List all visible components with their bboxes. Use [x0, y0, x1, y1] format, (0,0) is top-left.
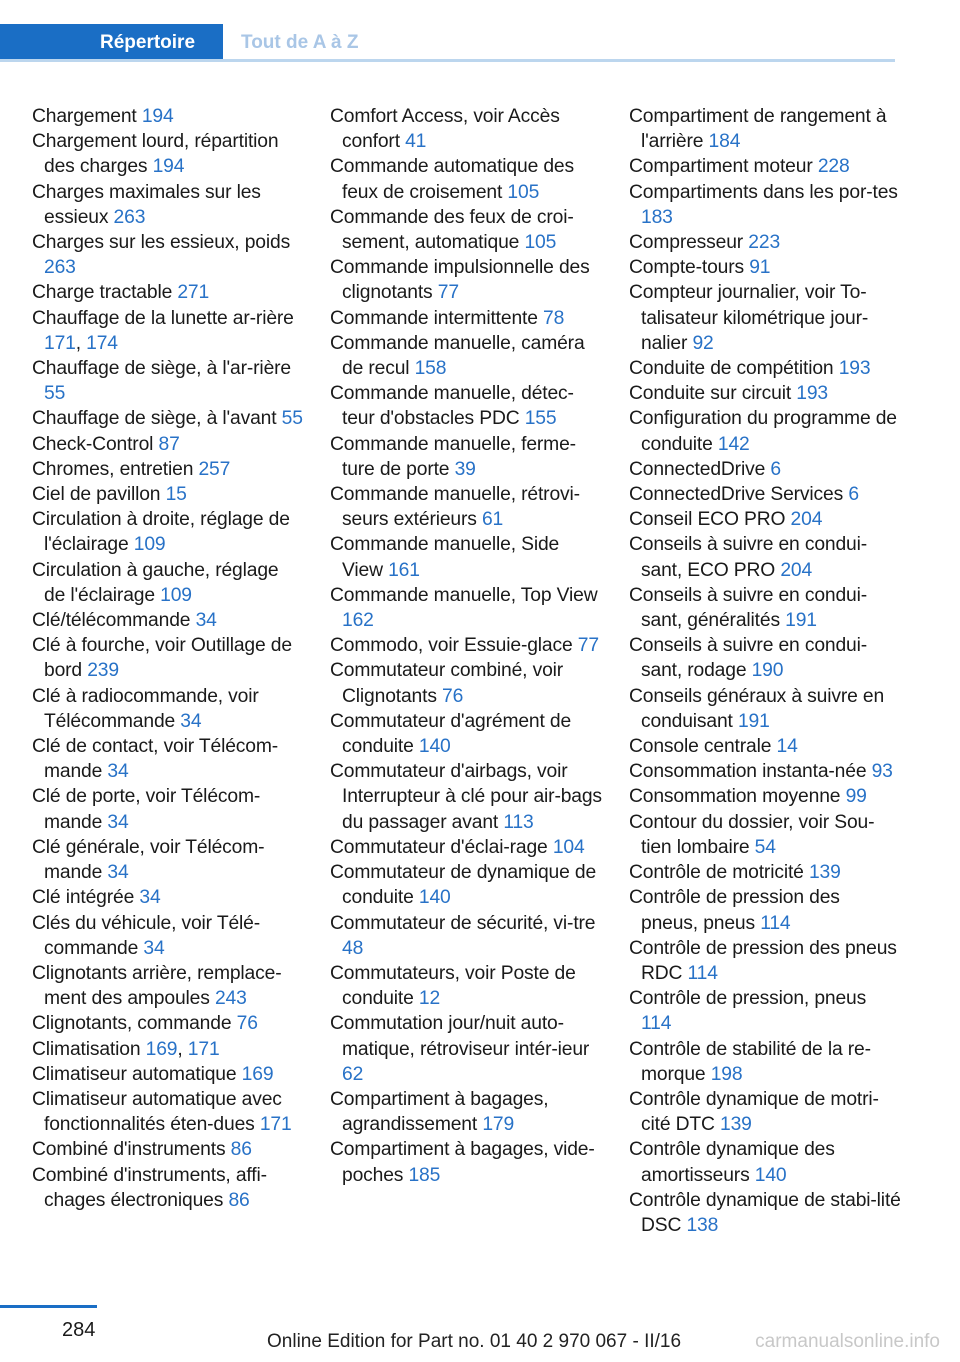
- page-link[interactable]: 86: [228, 1189, 250, 1211]
- page-link[interactable]: 174: [86, 332, 118, 354]
- index-term: Comfort Access, voir Accès confort: [330, 106, 560, 153]
- page-link[interactable]: 198: [710, 1063, 743, 1085]
- page-link[interactable]: 6: [848, 484, 859, 506]
- index-entry: [32, 406, 304, 431]
- index-entry: [629, 507, 901, 532]
- index-term: Commande intermittente: [330, 307, 544, 329]
- index-term: Chauffage de siège, à l'avant: [32, 408, 282, 430]
- index-entry: [330, 860, 602, 910]
- index-entry: [330, 331, 602, 381]
- page-link[interactable]: 48: [342, 937, 364, 959]
- page-link[interactable]: 77: [437, 282, 459, 304]
- page-link[interactable]: 162: [342, 610, 374, 632]
- index-term: Commutateurs, voir Poste de conduite: [330, 962, 576, 1010]
- index-term: Consommation instanta‐née: [629, 761, 872, 783]
- index-term: Commande automatique des feux de croisement: [330, 156, 574, 203]
- page-link[interactable]: 34: [139, 887, 161, 909]
- page-link[interactable]: 263: [44, 257, 76, 279]
- index-entry: [32, 633, 304, 683]
- index-term: Clé intégrée: [32, 887, 140, 909]
- index-entry: [629, 154, 901, 179]
- page-separator: ,: [177, 1038, 188, 1060]
- index-term: Commutateur d'airbags, voir Interrupteur à clé pour air‐bags du passager avant: [330, 761, 602, 833]
- page-link[interactable]: 204: [790, 509, 823, 531]
- index-entry: [330, 583, 602, 633]
- page-link[interactable]: 139: [720, 1114, 752, 1136]
- index-entry: [629, 734, 901, 759]
- index-term: Clé à fourche, voir Outillage de bord: [32, 635, 292, 682]
- index-entry: [330, 911, 602, 961]
- page-link[interactable]: 183: [641, 206, 673, 228]
- index-term: Combiné d'instruments: [32, 1139, 231, 1161]
- page-link[interactable]: 105: [524, 232, 557, 254]
- page-link[interactable]: 39: [454, 458, 476, 480]
- index-term: Chauffage de la lunette ar‐rière: [32, 307, 294, 329]
- header-bar: [0, 24, 895, 61]
- page-link[interactable]: 61: [481, 509, 504, 531]
- index-entry: [32, 507, 304, 557]
- index-term: Compartiments dans les por‐tes: [629, 181, 898, 203]
- index-term: Ciel de pavillon: [32, 484, 166, 506]
- page-link[interactable]: 41: [405, 131, 427, 153]
- index-entry: [330, 532, 602, 582]
- index-term: Conseils généraux à suivre en conduisant: [629, 685, 885, 732]
- index-entry: [330, 104, 602, 154]
- index-entry: [629, 1037, 901, 1087]
- index-term: Climatiseur automatique avec fonctionnalités éten‐dues: [32, 1088, 282, 1136]
- index-entry: [32, 1163, 304, 1213]
- page-link[interactable]: 62: [342, 1063, 364, 1085]
- page-link[interactable]: 158: [414, 358, 447, 380]
- index-term: Commodo, voir Essuie-glace: [330, 635, 578, 657]
- page-link[interactable]: 6: [770, 458, 781, 480]
- page-link[interactable]: 185: [408, 1164, 441, 1186]
- index-term: Clé à radiocommande, voir Télécommande: [32, 685, 259, 732]
- index-term: Commande manuelle, Top View: [330, 584, 598, 606]
- page-link[interactable]: 34: [180, 710, 202, 732]
- index-entry: [629, 1087, 901, 1137]
- page-link[interactable]: 34: [143, 937, 165, 959]
- page-link[interactable]: 194: [141, 106, 174, 127]
- index-term: Compartiment à bagages, vide-poches: [330, 1139, 595, 1186]
- index-term: Conseils à suivre en condui‐sant, généralités: [629, 584, 868, 632]
- page-link[interactable]: 34: [107, 761, 129, 783]
- index-entry: [629, 255, 901, 280]
- index-term: Compteur journalier, voir To‐talisateur kilométrique jour‐nalier: [629, 282, 869, 354]
- index-entry: [32, 230, 304, 280]
- index-entry: [32, 356, 304, 406]
- index-term: Chargement: [32, 106, 142, 127]
- index-entry: [32, 180, 304, 230]
- index-term: Conseil ECO PRO: [629, 509, 791, 531]
- page-link[interactable]: 243: [214, 988, 247, 1010]
- page-link[interactable]: 78: [543, 307, 565, 329]
- index-entry: [330, 759, 602, 835]
- index-term: Commutateur combiné, voir Clignotants: [330, 660, 564, 707]
- index-entry: [629, 457, 901, 482]
- index-entry: [629, 104, 901, 154]
- page-link[interactable]: 263: [113, 206, 146, 228]
- header-divider: [0, 59, 895, 62]
- tab-a-to-z[interactable]: Tout de A à Z: [241, 32, 359, 53]
- index-entry: [629, 1137, 901, 1187]
- page-link[interactable]: 109: [133, 534, 166, 556]
- page-link[interactable]: 140: [418, 887, 451, 909]
- index-entry: [330, 1087, 602, 1137]
- page-link[interactable]: 161: [388, 559, 420, 581]
- index-entry: [32, 280, 304, 305]
- index-entry: [32, 1062, 304, 1087]
- index-entry: [629, 684, 901, 734]
- page-link[interactable]: 91: [749, 257, 771, 279]
- index-term: Circulation à droite, réglage de l'éclairage: [32, 509, 290, 556]
- index-term: Clés du véhicule, voir Télé‐commande: [32, 912, 260, 959]
- page-link[interactable]: 113: [503, 811, 534, 833]
- page-link[interactable]: 34: [107, 862, 129, 884]
- index-column-1: [32, 104, 304, 1213]
- index-entry: [330, 432, 602, 482]
- page-link[interactable]: 140: [754, 1164, 787, 1186]
- index-entry: [330, 633, 602, 658]
- footer-divider: [0, 1305, 97, 1308]
- index-entry: [629, 583, 901, 633]
- page-link[interactable]: 193: [796, 383, 828, 405]
- page-link[interactable]: 93: [871, 761, 893, 783]
- page-link[interactable]: 191: [737, 710, 770, 732]
- page-link[interactable]: 140: [418, 736, 451, 758]
- page-link[interactable]: 138: [686, 1214, 719, 1236]
- index-term: Contrôle de stabilité de la re‐morque: [629, 1038, 871, 1085]
- index-term: Climatiseur automatique: [32, 1063, 242, 1085]
- page-link[interactable]: 54: [754, 836, 776, 858]
- index-term: ConnectedDrive Services: [629, 484, 849, 506]
- page-link[interactable]: 15: [165, 484, 187, 506]
- index-term: Clignotants arrière, remplace‐ment des ampoules: [32, 962, 282, 1010]
- index-term: Conseils à suivre en condui‐sant, ECO PRO: [629, 534, 868, 581]
- page-link[interactable]: 114: [641, 1013, 672, 1035]
- index-term: Compartiment à bagages, agrandissement: [330, 1088, 549, 1136]
- index-term: Commutateur de sécurité, vi‐tre: [330, 912, 596, 934]
- index-entry: [32, 482, 304, 507]
- index-entry: [330, 482, 602, 532]
- index-entry: [629, 860, 901, 885]
- index-entry: [32, 558, 304, 608]
- page-link[interactable]: 179: [482, 1114, 515, 1136]
- index-term: Commutateur d'éclai‐rage: [330, 836, 553, 858]
- page-link[interactable]: 155: [524, 408, 557, 430]
- page-link[interactable]: 228: [817, 156, 850, 178]
- index-entry: [32, 961, 304, 1011]
- index-term: Commande manuelle, caméra de recul: [330, 332, 585, 380]
- page-link[interactable]: 86: [230, 1139, 252, 1161]
- index-term: Contrôle de pression, pneus: [629, 988, 867, 1010]
- index-term: Compresseur: [629, 232, 749, 254]
- index-term: Clé générale, voir Télécom‐mande: [32, 836, 265, 884]
- index-term: Contrôle de motricité: [629, 862, 809, 884]
- index-term: Commutateur de dynamique de conduite: [330, 862, 597, 909]
- page-link[interactable]: 109: [160, 584, 192, 606]
- index-entry: [629, 532, 901, 582]
- index-entry: [32, 1011, 304, 1036]
- page-link[interactable]: 55: [44, 383, 66, 405]
- edition-note: Online Edition for Part no. 01 40 2 970 067 - II/16: [267, 1331, 682, 1352]
- index-entry: [330, 205, 602, 255]
- index-term: Chargement lourd, répartition des charges: [32, 131, 279, 178]
- index-column-2: [330, 104, 602, 1188]
- page-link[interactable]: 193: [838, 358, 871, 380]
- index-term: Contour du dossier, voir Sou‐tien lombaire: [629, 811, 875, 858]
- index-entry: [32, 457, 304, 482]
- page-link[interactable]: 34: [107, 811, 129, 833]
- index-entry: [32, 608, 304, 633]
- page-link[interactable]: 105: [507, 181, 540, 203]
- index-entry: [330, 306, 602, 331]
- page-link[interactable]: 239: [87, 660, 119, 682]
- index-term: Conduite sur circuit: [629, 383, 797, 405]
- index-entry: [330, 961, 602, 1011]
- index-term: Commande des feux de croi‐sement, automatique: [330, 206, 574, 254]
- page-link[interactable]: 114: [687, 962, 718, 984]
- index-term: Commande manuelle, détec‐teur d'obstacles PDC: [330, 383, 574, 430]
- index-term: Check-Control: [32, 433, 159, 455]
- index-term: Commande manuelle, Side View: [330, 534, 560, 581]
- index-entry: [629, 810, 901, 860]
- index-term: Charges maximales sur les essieux: [32, 181, 261, 228]
- index-term: Charges sur les essieux, poids: [32, 232, 291, 254]
- index-column-3: [629, 104, 901, 1238]
- index-term: Commande manuelle, rétrovi‐seurs extérieurs: [330, 484, 580, 531]
- index-entry: [32, 684, 304, 734]
- page-link[interactable]: 142: [717, 433, 750, 455]
- index-term: Commande manuelle, ferme‐ture de porte: [330, 433, 576, 480]
- watermark: carmanualsonline.info: [755, 1331, 940, 1352]
- page-link[interactable]: 12: [418, 988, 441, 1010]
- index-entry: [330, 255, 602, 305]
- index-term: Consommation moyenne: [629, 786, 846, 808]
- index-entry: [629, 482, 901, 507]
- page-number: 284: [62, 1319, 96, 1341]
- index-entry: [32, 835, 304, 885]
- index-term: Console centrale: [629, 736, 777, 758]
- index-entry: [629, 885, 901, 935]
- index-term: Contrôle de pression des pneus RDC: [629, 937, 897, 984]
- index-entry: [330, 658, 602, 708]
- page-link[interactable]: 99: [845, 786, 867, 808]
- page-link[interactable]: 77: [577, 635, 599, 657]
- index-term: Circulation à gauche, réglage de l'éclairage: [32, 559, 279, 606]
- index-term: ConnectedDrive: [629, 458, 771, 480]
- index-term: Compartiment de rangement à l'arrière: [629, 106, 887, 153]
- page-link[interactable]: 55: [281, 408, 303, 430]
- index-term: Clé de contact, voir Télécom‐mande: [32, 736, 279, 783]
- index-entry: [330, 835, 602, 860]
- index-term: Conseils à suivre en condui‐sant, rodage: [629, 635, 868, 682]
- index-entry: [629, 759, 901, 784]
- index-entry: [330, 381, 602, 431]
- index-term: Chauffage de siège, à l'ar‐rière: [32, 358, 291, 380]
- index-entry: [32, 1087, 304, 1137]
- index-term: Contrôle dynamique de motri‐cité DTC: [629, 1088, 879, 1136]
- index-entry: [629, 230, 901, 255]
- page-link[interactable]: 191: [785, 610, 817, 632]
- index-term: Commutation jour/nuit auto‐matique, rétroviseur intér‐ieur: [330, 1013, 590, 1060]
- index-entry: [330, 1137, 602, 1187]
- page-link[interactable]: 76: [236, 1013, 258, 1035]
- index-entry: [32, 104, 304, 129]
- index-entry: [629, 180, 901, 230]
- index-entry: [330, 154, 602, 204]
- index-entry: [629, 280, 901, 356]
- index-entry: [330, 1011, 602, 1087]
- index-entry: [32, 734, 304, 784]
- index-entry: [629, 1188, 901, 1238]
- page-link[interactable]: 87: [158, 433, 180, 455]
- index-entry: [32, 432, 304, 457]
- index-term: Contrôle de pression des pneus, pneus: [629, 887, 840, 934]
- index-term: Climatisation: [32, 1038, 146, 1060]
- page-link[interactable]: 104: [552, 836, 585, 858]
- page-link[interactable]: 257: [198, 458, 231, 480]
- page-link[interactable]: 92: [692, 332, 714, 354]
- index-entry: [32, 129, 304, 179]
- page-link[interactable]: 76: [442, 685, 464, 707]
- page-link[interactable]: 184: [708, 131, 741, 153]
- page-link[interactable]: 223: [748, 232, 781, 254]
- index-term: Configuration du programme de conduite: [629, 408, 897, 455]
- index-entry: [629, 406, 901, 456]
- page-link[interactable]: 169: [241, 1063, 274, 1085]
- index-term: Chromes, entretien: [32, 458, 199, 480]
- page-link[interactable]: 169: [145, 1038, 178, 1060]
- page-link[interactable]: 34: [195, 610, 217, 632]
- index-entry: [32, 911, 304, 961]
- index-term: Combiné d'instruments, affi‐chages électroniques: [32, 1164, 267, 1211]
- page-link[interactable]: 271: [177, 282, 210, 304]
- page-link[interactable]: 139: [808, 862, 841, 884]
- index-entry: [32, 306, 304, 356]
- page-link[interactable]: 171: [259, 1114, 292, 1136]
- page-link[interactable]: 190: [751, 660, 784, 682]
- index-term: Clé de porte, voir Télécom‐mande: [32, 786, 261, 833]
- page-link[interactable]: 14: [776, 736, 798, 758]
- tab-repertoire[interactable]: Répertoire: [0, 24, 223, 61]
- index-entry: [32, 885, 304, 910]
- index-entry: [32, 1037, 304, 1062]
- index-term: Compte-tours: [629, 257, 750, 279]
- page-separator: ,: [75, 332, 87, 354]
- index-entry: [629, 784, 901, 809]
- index-entry: [629, 633, 901, 683]
- index-term: Compartiment moteur: [629, 156, 818, 178]
- index-entry: [32, 1137, 304, 1162]
- index-term: Contrôle dynamique des amortisseurs: [629, 1139, 835, 1186]
- index-term: Charge tractable: [32, 282, 178, 304]
- index-term: Commutateur d'agrément de conduite: [330, 710, 572, 758]
- index-entry: [629, 936, 901, 986]
- page-link[interactable]: 194: [152, 156, 185, 178]
- page-link[interactable]: 114: [760, 912, 791, 934]
- index-entry: [629, 986, 901, 1036]
- index-term: Conduite de compétition: [629, 358, 839, 380]
- index-entry: [330, 709, 602, 759]
- index-term: Clé/télécommande: [32, 610, 196, 632]
- page-link[interactable]: 204: [780, 559, 813, 581]
- index-term: Commande impulsionnelle des clignotants: [330, 257, 590, 304]
- index-entry: [629, 356, 901, 381]
- index-entry: [32, 784, 304, 834]
- index-term: Contrôle dynamique de stabi‐lité DSC: [629, 1189, 901, 1236]
- index-entry: [629, 381, 901, 406]
- page-link[interactable]: 171: [187, 1038, 220, 1060]
- page-link[interactable]: 171: [44, 332, 76, 354]
- index-term: Clignotants, commande: [32, 1013, 237, 1035]
